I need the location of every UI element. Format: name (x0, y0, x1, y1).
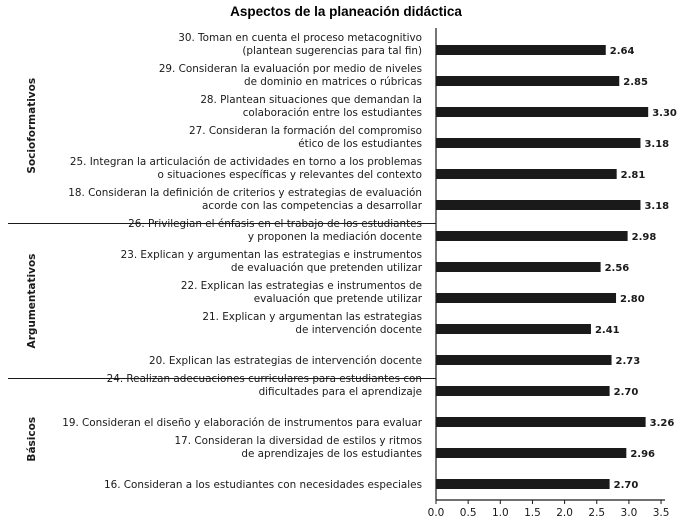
category-label: dificultades para el aprendizaje (258, 386, 422, 398)
bar (436, 293, 616, 303)
x-tick-label: 1.5 (524, 507, 541, 519)
bar (436, 138, 640, 148)
bar (436, 200, 640, 210)
value-label: 2.41 (594, 325, 620, 336)
category-label: y proponen la mediación docente (247, 231, 422, 243)
bar (436, 479, 610, 489)
chart-title: Aspectos de la planeación didáctica (230, 4, 462, 19)
bar (436, 107, 648, 117)
category-label: 30. Toman en cuenta el proceso metacognitivo (178, 32, 422, 44)
value-label: 2.73 (615, 356, 641, 367)
value-label: 3.18 (644, 201, 670, 212)
group-label: Básicos (26, 416, 38, 462)
bar (436, 355, 612, 365)
x-tick-label: 2.5 (588, 507, 606, 519)
category-label: 26. Privilegian el énfasis en el trabajo de los estudiantes (128, 218, 422, 230)
category-label: 29. Consideran la evaluación por medio de niveles (158, 63, 422, 75)
category-label: de aprendizajes de los estudiantes (241, 448, 422, 460)
bar (436, 76, 619, 86)
category-label: 16. Consideran a los estudiantes con necesidades especiales (103, 479, 422, 491)
category-label: ético de los estudiantes (298, 138, 422, 150)
value-label: 2.70 (613, 387, 639, 398)
bar (436, 45, 606, 55)
x-tick-label: 3.0 (620, 507, 638, 519)
value-label: 2.81 (620, 170, 646, 181)
category-label: evaluación que pretende utilizar (253, 293, 422, 305)
value-label: 2.85 (623, 77, 648, 88)
x-tick-label: 2.0 (556, 507, 573, 519)
x-tick-label: 1.0 (491, 507, 509, 519)
bar (436, 262, 601, 272)
category-label: 27. Consideran la formación del compromiso (189, 125, 422, 137)
category-label: de intervención docente (295, 324, 422, 336)
category-label: de dominio en matrices o rúbricas (244, 76, 422, 88)
category-label: 22. Explican las estrategias e instrumentos de (180, 280, 422, 292)
category-label: o situaciones específicas y relevantes del contexto (157, 169, 422, 181)
category-label: de evaluación que pretenden utilizar (230, 262, 422, 274)
category-label: 19. Consideran el diseño y elaboración de instrumentos para evaluar (62, 417, 422, 429)
category-label: 17. Consideran la diversidad de estilos y ritmos (174, 435, 422, 447)
value-label: 2.56 (604, 263, 630, 274)
x-tick-label: 3.5 (652, 507, 670, 519)
bar (436, 386, 610, 396)
category-label: 24. Realizan adecuaciones curriculares para estudiantes con (106, 373, 422, 385)
value-label: 2.96 (630, 449, 656, 460)
category-label: 25. Integran la articulación de actividades en torno a los problemas (69, 156, 422, 168)
x-tick-label: 0.0 (427, 507, 445, 519)
bar (436, 417, 646, 427)
bar (436, 169, 617, 179)
category-label: 20. Explican las estrategias de intervención docente (149, 355, 422, 367)
category-label: colaboración entre los estudiantes (242, 107, 422, 119)
group-label: Socioformativos (26, 77, 38, 174)
category-label: 18. Consideran la definición de criterios y estrategias de evaluación (68, 187, 422, 199)
value-label: 2.80 (620, 294, 645, 305)
category-label: acorde con las competencias a desarrollar (201, 200, 422, 212)
bar (436, 231, 628, 241)
category-label: 23. Explican y argumentan las estrategias e instrumentos (120, 249, 422, 261)
value-label: 3.30 (652, 108, 677, 119)
value-label: 3.26 (649, 418, 675, 429)
value-label: 2.70 (613, 480, 639, 491)
category-label: (plantean sugerencias para tal fin) (242, 45, 422, 57)
value-label: 3.18 (644, 139, 670, 150)
bar (436, 324, 591, 334)
group-label: Argumentativos (26, 253, 38, 349)
category-label: 21. Explican y argumentan las estrategias (202, 311, 422, 323)
x-tick-label: 0.5 (459, 507, 477, 519)
value-label: 2.64 (609, 46, 635, 57)
category-label: 28. Plantean situaciones que demandan la (200, 94, 422, 106)
value-label: 2.98 (631, 232, 657, 243)
bar (436, 448, 626, 458)
plot-area (8, 28, 677, 519)
